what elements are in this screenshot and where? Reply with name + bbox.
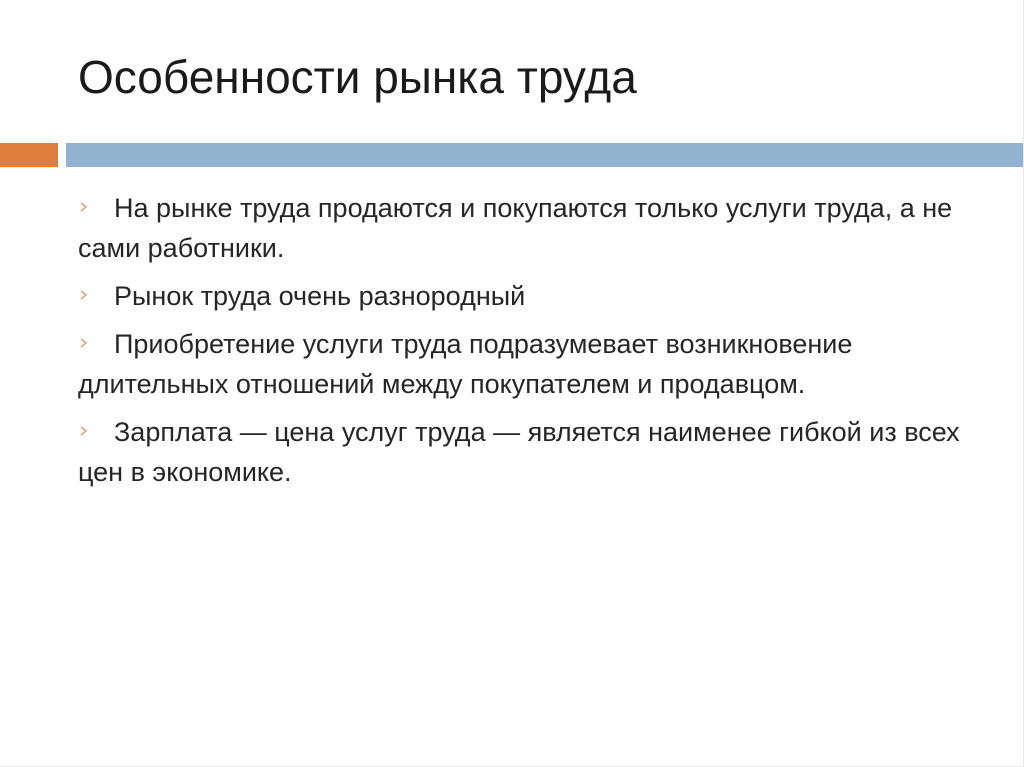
- bullet-text: Зарплата — цена услуг труда — является наименее гибкой из всех цен в экономике.: [78, 417, 960, 487]
- title-divider-bar: [66, 143, 1024, 167]
- bullet-text: Рынок труда очень разнородный: [114, 281, 526, 311]
- bullet-text: На рынке труда продаются и покупаются только услуги труда, а не сами работники.: [78, 193, 953, 263]
- chevron-right-icon: [78, 324, 114, 364]
- bullet-item: [78, 412, 978, 492]
- chevron-right-icon: [78, 188, 114, 228]
- slide-title: Особенности рынка труда: [78, 51, 637, 103]
- bullet-item: [78, 324, 978, 404]
- bullet-item: [78, 276, 978, 316]
- chevron-right-icon: [78, 276, 114, 316]
- bullet-list: [78, 188, 978, 500]
- chevron-right-icon: [78, 412, 114, 452]
- title-accent-bar: [0, 143, 58, 167]
- bullet-text: Приобретение услуги труда подразумевает возникновение длительных отношений между покупателем и продавцом.: [78, 329, 853, 399]
- bullet-item: [78, 188, 978, 268]
